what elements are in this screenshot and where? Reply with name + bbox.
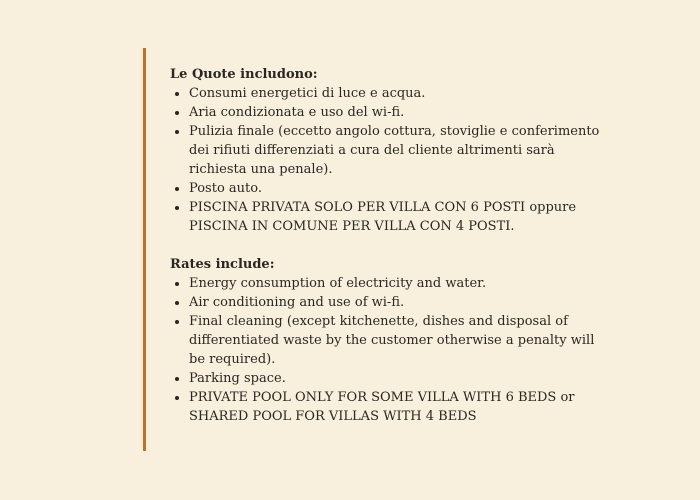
section-spacer — [170, 236, 600, 255]
list-item: Consumi energetici di luce e acqua. — [170, 84, 600, 103]
english-inclusions-list — [170, 274, 600, 426]
list-item: Posto auto. — [170, 179, 600, 198]
accent-vertical-rule — [143, 48, 146, 451]
list-item: Energy consumption of electricity and water. — [170, 274, 600, 293]
list-item: Air conditioning and use of wi-fi. — [170, 293, 600, 312]
list-item: Aria condizionata e uso del wi-fi. — [170, 103, 600, 122]
list-item: PISCINA PRIVATA SOLO PER VILLA CON 6 POSTI oppure PISCINA IN COMUNE PER VILLA CON 4 POSTI. — [170, 198, 600, 236]
italian-section-title: Le Quote includono: — [170, 67, 318, 82]
list-item: Final cleaning (except kitchenette, dishes and disposal of differentiated waste by the customer otherwise a penalty will be required). — [170, 312, 600, 369]
rates-document — [170, 65, 600, 426]
list-item: Parking space. — [170, 369, 600, 388]
list-item: PRIVATE POOL ONLY FOR SOME VILLA WITH 6 BEDS or SHARED POOL FOR VILLAS WITH 4 BEDS — [170, 388, 600, 426]
italian-inclusions-list — [170, 84, 600, 236]
list-item: Pulizia finale (eccetto angolo cottura, stoviglie e conferimento dei rifiuti differenziati a cura del cliente altrimenti sarà richiesta una penale). — [170, 122, 600, 179]
english-section-title: Rates include: — [170, 257, 275, 272]
